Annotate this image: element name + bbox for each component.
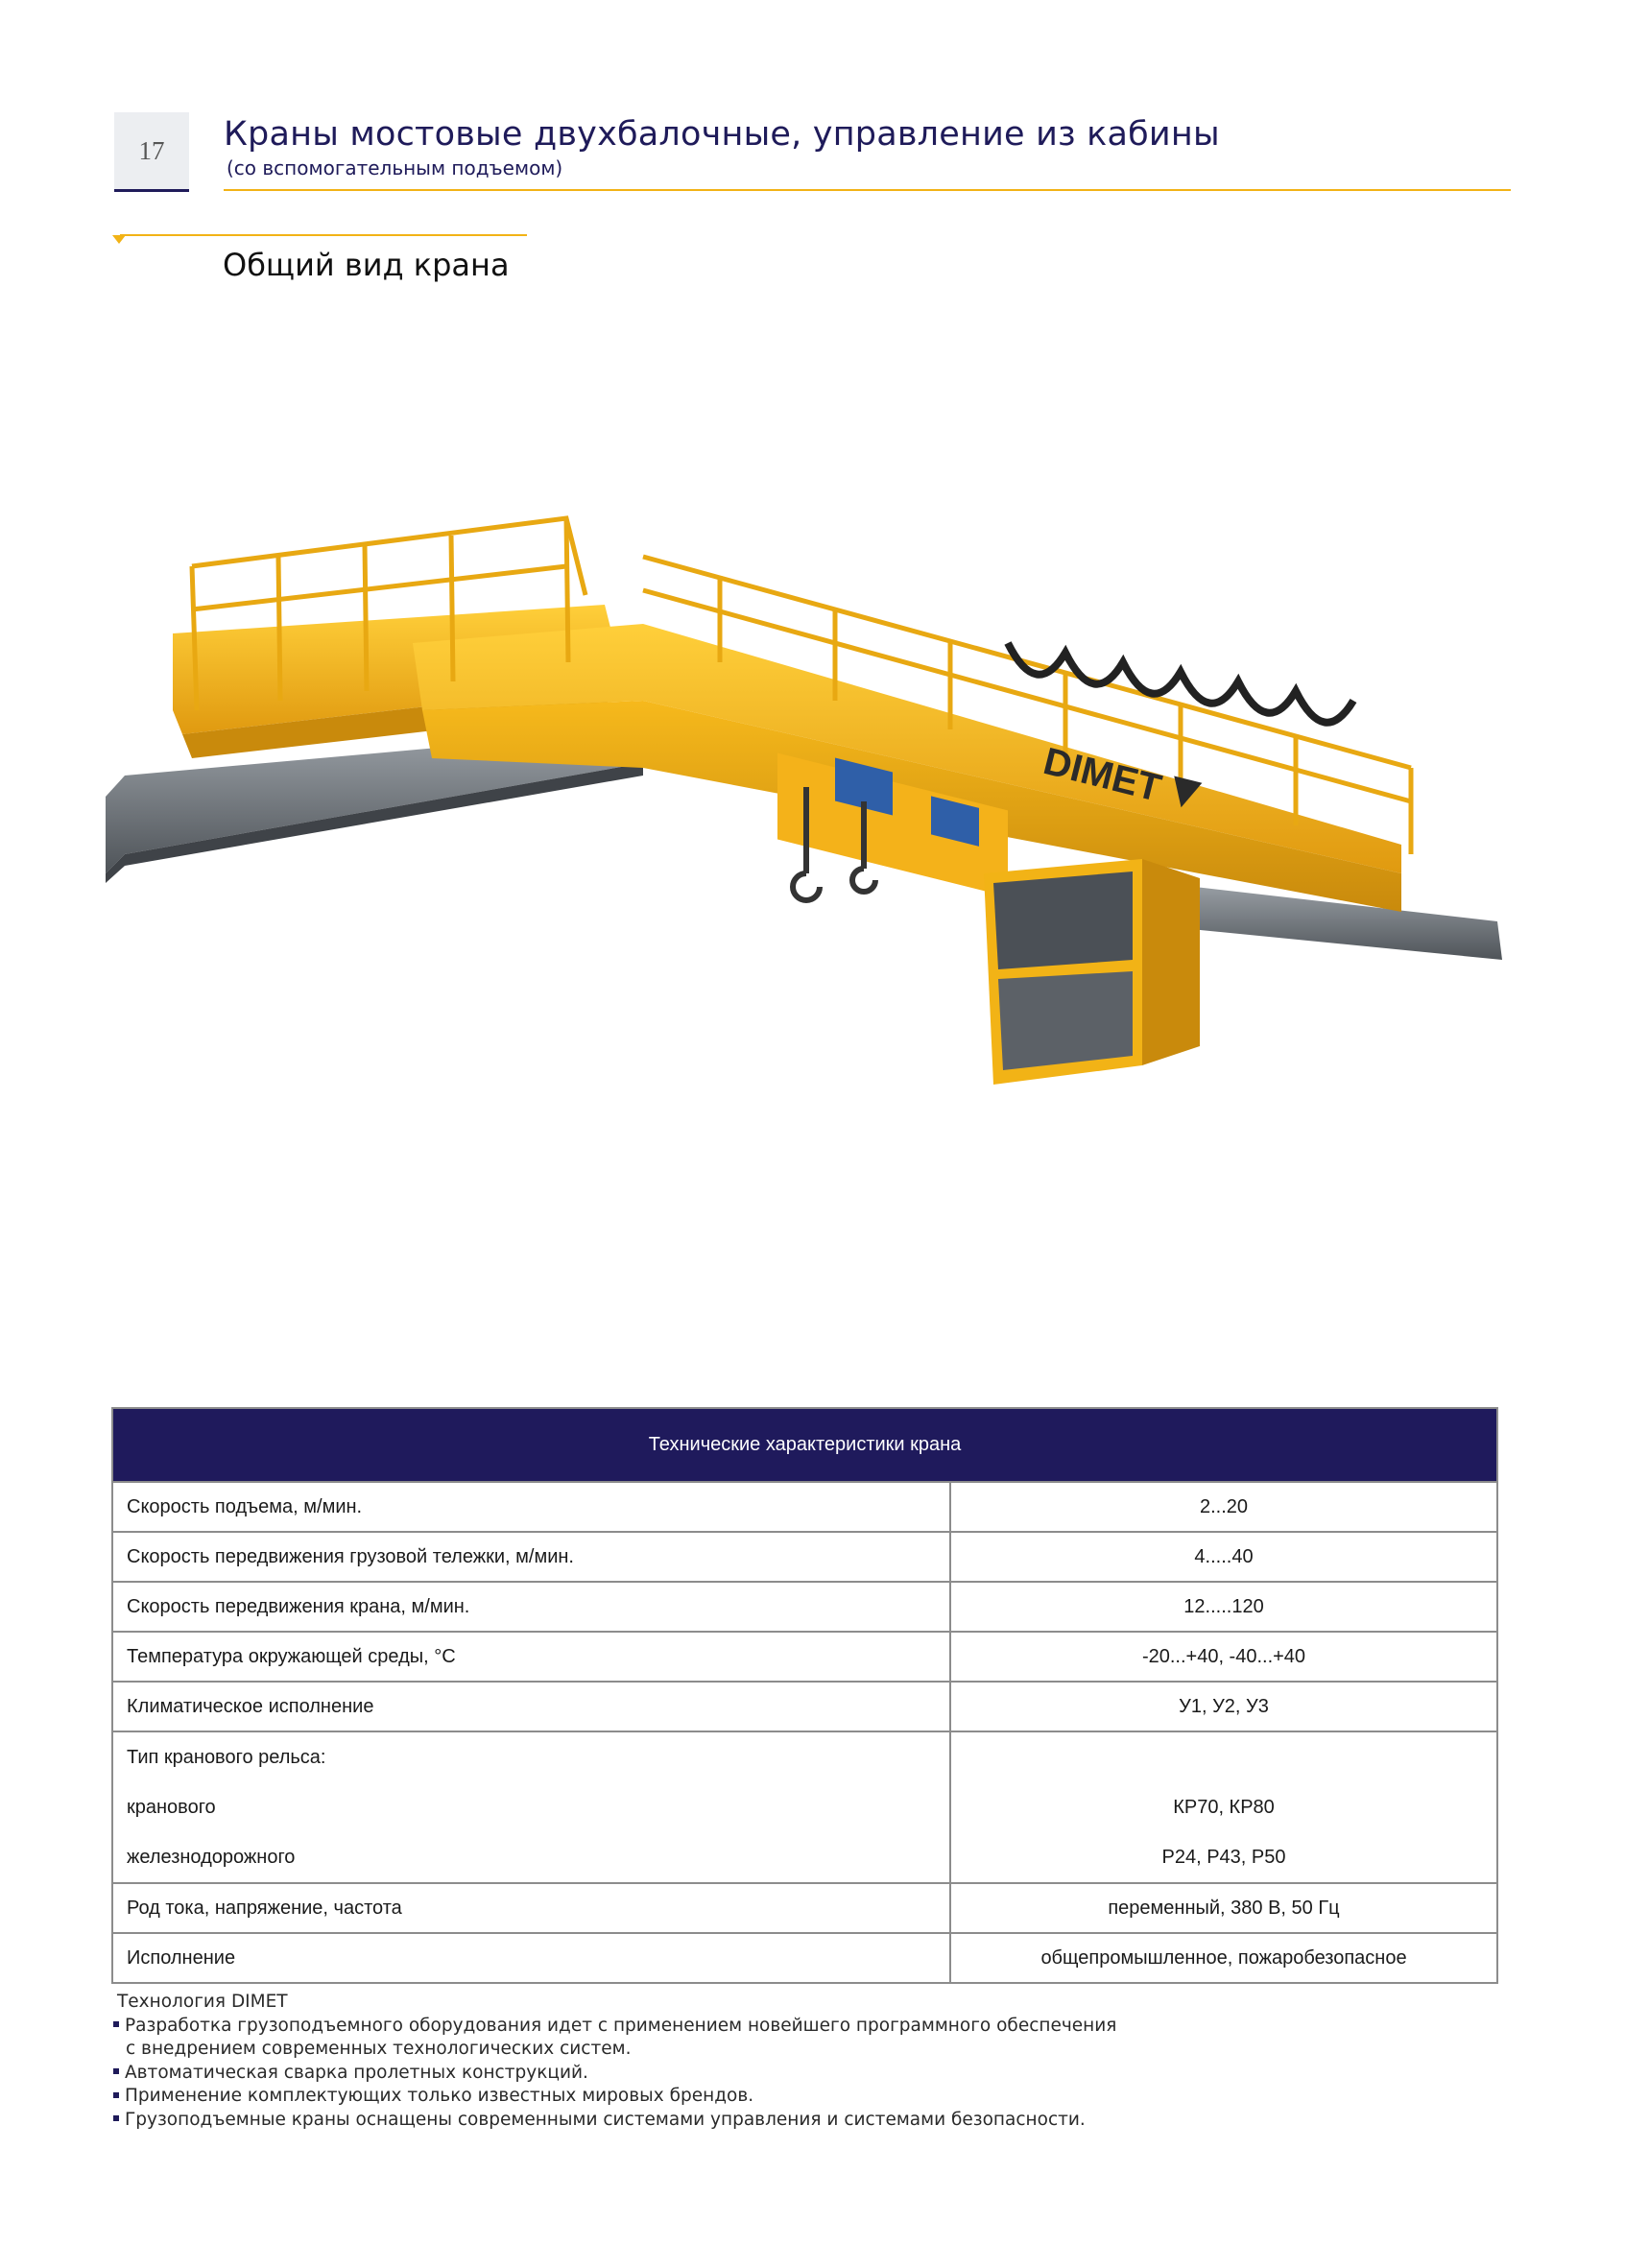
spec-value: общепромышленное, пожаробезопасное — [950, 1933, 1497, 1983]
svg-text:DIMET: DIMET — [1039, 740, 1166, 810]
list-item: Автоматическая сварка пролетных конструкций. — [113, 2062, 1361, 2086]
table-row — [112, 1582, 1497, 1632]
rail-group-title: Тип кранового рельса: — [127, 1746, 326, 1768]
page-title: Краны мостовые двухбалочные, управление из кабины — [224, 115, 1220, 154]
list-item: Грузоподъемные краны оснащены современными системами управления и системами безопасности. — [113, 2109, 1361, 2133]
spec-label: Род тока, напряжение, частота — [112, 1883, 950, 1933]
bullet-icon — [113, 2068, 119, 2074]
spec-label: Скорость подъема, м/мин. — [112, 1482, 950, 1532]
section-marker-icon — [112, 235, 126, 244]
spec-value: 2...20 — [950, 1482, 1497, 1532]
specs-table-header: Технические характеристики крана — [112, 1408, 1497, 1482]
rail-type-label: кранового — [127, 1796, 216, 1818]
bullet-icon — [113, 2092, 119, 2098]
bullet-icon — [113, 2115, 119, 2121]
table-row-rail-type — [112, 1731, 1497, 1883]
operator-cabin — [984, 859, 1200, 1085]
rail-type-value: КР70, КР80 — [1173, 1796, 1275, 1818]
header-divider — [224, 189, 1511, 191]
table-row — [112, 1632, 1497, 1682]
spec-value: 12.....120 — [950, 1582, 1497, 1632]
table-row — [112, 1883, 1497, 1933]
spec-value-group — [950, 1731, 1497, 1883]
spec-label: Температура окружающей среды, °С — [112, 1632, 950, 1682]
table-row — [112, 1532, 1497, 1582]
table-row — [112, 1682, 1497, 1731]
spec-value: -20...+40, -40...+40 — [950, 1632, 1497, 1682]
technology-notes — [113, 1991, 1361, 2132]
table-row — [112, 1482, 1497, 1532]
spec-value: переменный, 380 В, 50 Гц — [950, 1883, 1497, 1933]
spec-label: Скорость передвижения грузовой тележки, м/мин. — [112, 1532, 950, 1582]
list-item: Применение комплектующих только известных мировых брендов. — [113, 2085, 1361, 2109]
notes-title: Технология DIMET — [117, 1992, 288, 2012]
rail-type-label: железнодорожного — [127, 1846, 296, 1868]
rail-type-value: Р24, Р43, Р50 — [1161, 1846, 1286, 1868]
page-subtitle: (со вспомогательным подъемом) — [227, 156, 563, 179]
crane-illustration — [106, 422, 1517, 1113]
spec-label: Исполнение — [112, 1933, 950, 1983]
specs-table — [111, 1407, 1498, 1984]
list-item: Разработка грузоподъемного оборудования идет с применением новейшего программного обеспечения — [113, 2015, 1361, 2039]
bullet-icon — [113, 2021, 119, 2027]
section-title: Общий вид крана — [223, 247, 510, 283]
page-number: 17 — [114, 112, 189, 192]
table-row — [112, 1933, 1497, 1983]
spec-value: 4.....40 — [950, 1532, 1497, 1582]
spec-label: Климатическое исполнение — [112, 1682, 950, 1731]
spec-label-group — [112, 1731, 950, 1883]
spec-label: Скорость передвижения крана, м/мин. — [112, 1582, 950, 1632]
list-item-continuation: с внедрением современных технологических систем. — [126, 2039, 632, 2059]
section-divider — [120, 234, 527, 236]
spec-value: У1, У2, У3 — [950, 1682, 1497, 1731]
